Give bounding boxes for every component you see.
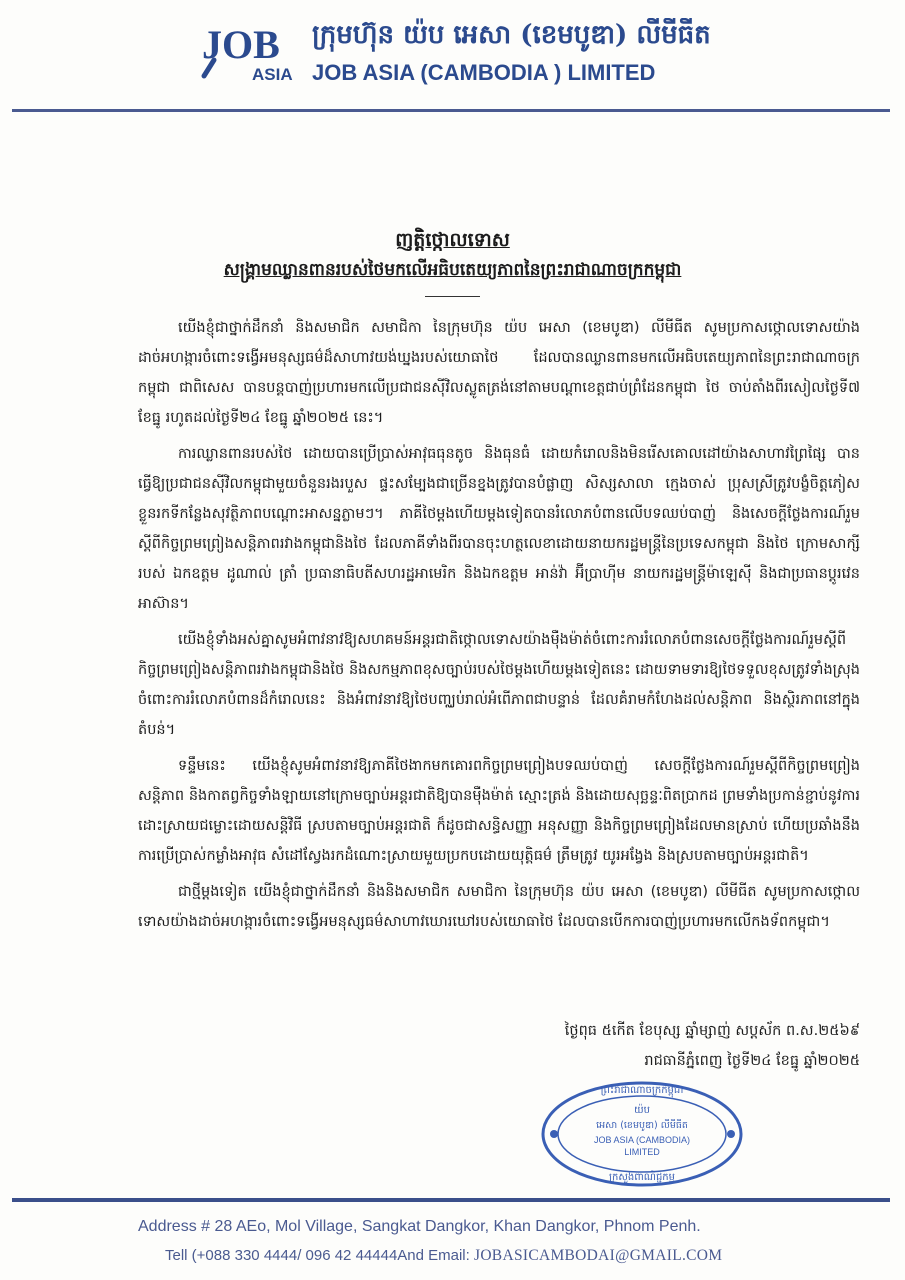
seal-english-line-2: LIMITED (624, 1147, 660, 1157)
seal-english-line-1: JOB ASIA (CAMBODIA) (593, 1135, 691, 1145)
footer-phone: Tell (+088 330 4444/ 096 42 44444And Email: (165, 1247, 474, 1264)
document-title: ញត្តិថ្កោលទោស (395, 229, 510, 251)
letterhead (0, 0, 905, 120)
logo-subtext: ASIA (252, 65, 293, 84)
solar-date: រាជធានីភ្នំពេញ ថ្ងៃទី២៤ ខែធ្នូ ឆ្នាំ២០២៥ (644, 1053, 860, 1069)
company-logo (200, 20, 300, 84)
paragraph-5: ជាថ្មីម្តងទៀត យើងខ្ញុំជាថ្នាក់ដឹកនាំ និងនិងសមាជិក សមាជិកា នៃក្រុមហ៊ុន យ៉ប អេសា (ខេមបូឌា) លីមីធីត សូមប្រកាសថ្កោលទោសយ៉ាងដាច់អហង្ការចំពោះទង្វើអមនុស្សធម៌សាហាវឃោរឃៅរបស់យោធាថៃ ដែលបានបើកការបាញ់ប្រហារមកលើកងទ័ពកម្ពុជា។ (138, 884, 860, 930)
footer-rule (12, 1198, 890, 1202)
seal-khmer-line-2: អេសា (ខេមបូឌា) លីមីធីត (596, 1120, 688, 1131)
paragraph-3: យើងខ្ញុំទាំងអស់គ្នាសូមអំពាវនាវឱ្យសហគមន៍អន្តរជាតិថ្កោលទោសយ៉ាងម៉ឺងម៉ាត់ចំពោះការរំលោភបំពានសេចក្តីថ្លែងការណ៍រួមស្តីពីកិច្ចព្រមព្រៀងសន្តិភាពរវាងកម្ពុជានិងថៃ និងសកម្មភាពខុសច្បាប់របស់ថៃម្តងហើយម្តងទៀតនេះ ដោយទាមទារឱ្យថៃទទួលខុសត្រូវទាំងស្រុងចំពោះការរំលោភបំពានដ៏កំរោលនេះ និងអំពាវនាវឱ្យថៃបញ្ឈប់រាល់អំពើភាពជាបន្ទាន់ ដែលគំរាមកំហែងដល់សន្តិភាព និងស្ថិរភាពនៅក្នុងតំបន់។ (138, 632, 860, 738)
seal-khmer-line-1: យ៉ប (634, 1105, 650, 1116)
letter-body (138, 313, 860, 943)
footer-address: Address # 28 AEo, Mol Village, Sangkat Dangkor, Khan Dangkor, Phnom Penh. (138, 1218, 701, 1235)
footer-email-link[interactable]: JOBASICAMBODAI@GMAIL.COM (473, 1247, 723, 1264)
logo-text: JOB (202, 22, 280, 67)
paragraph-4: ទន្ទឹមនេះ យើងខ្ញុំសូមអំពាវនាវឱ្យភាគីថៃងាកមកគោរពកិច្ចព្រមព្រៀងបទឈប់បាញ់ សេចក្តីថ្លែងការណ៍រួមស្តីពីកិច្ចព្រមព្រៀងសន្តិភាព និងកាតព្វកិច្ចទាំងឡាយនៅក្រោមច្បាប់អន្តរជាតិឱ្យបានម៉ឺងម៉ាត់ ស្មោះត្រង់ និងដោយសុច្ឆន្ទៈពិតប្រាកដ ព្រមទាំងប្រកាន់ខ្ជាប់នូវការដោះស្រាយជម្លោះដោយសន្តិវិធី ស្របតាមច្បាប់អន្តរជាតិ ក៏ដូចជាសន្ធិសញ្ញា អនុសញ្ញា និងកិច្ចព្រមព្រៀងដែលមានស្រាប់ ហើយប្រឆាំងនឹងការប្រើប្រាស់កម្លាំងអាវុធ សំដៅស្វែងរកដំណោះស្រាយមួយប្រកបដោយយុត្តិធម៌ ត្រឹមត្រូវ យូរអង្វែង និងស្របតាមច្បាប់អន្តរជាតិ។ (138, 758, 860, 864)
title-divider (425, 296, 480, 297)
paragraph-2: ការឈ្លានពានរបស់ថៃ ដោយបានប្រើប្រាស់អាវុធធុនតូច និងធុនធំ ដោយកំរោលនិងមិនរើសគោលដៅយ៉ាងសាហាវព្រៃផ្សៃ បានធ្វើឱ្យប្រជាជនស៊ីវិលកម្ពុជាមួយចំនួនរងរបួស ផ្ទះសម្បែងជាច្រើនខ្នងត្រូវបានបំផ្លាញ សិស្សសាលា ក្មេងចាស់ ប្រុសស្រីត្រូវបង្ខំចិត្តភៀសខ្លួនរកទីកន្លែងសុវត្ថិភាពបណ្តោះអាសន្នភ្លាមៗ។ ភាគីថៃម្តងហើយម្តងទៀតបានរំលោភបំពានលើបទឈប់បាញ់ និងសេចក្តីថ្លែងការណ៍រួមស្តីពីកិច្ចព្រមព្រៀងសន្តិភាពរវាងកម្ពុជានិងថៃ ដែលភាគីទាំងពីរបានចុះហត្ថលេខាដោយនាយករដ្ឋមន្ត្រីនៃប្រទេសកម្ពុជា និងថៃ ក្រោមសាក្សីរបស់ ឯកឧត្តម ដូណាល់ ត្រាំ ប្រធានាធិបតីសហរដ្ឋអាមេរិក និងឯកឧត្តម អាន់វ៉ា អ៊ីប្រាហ៊ីម នាយករដ្ឋមន្ត្រីម៉ាឡេស៊ី និងជាប្រធានប្តូរវេនអាស៊ាន។ (138, 446, 860, 612)
lunar-date: ថ្ងៃពុធ ៥កើត ខែបុស្ស ឆ្នាំម្សាញ់ សប្តស័ក ព.ស.២៥៦៩ (564, 1023, 860, 1039)
paragraph-1: យើងខ្ញុំជាថ្នាក់ដឹកនាំ និងសមាជិក សមាជិកា នៃក្រុមហ៊ុន យ៉ប អេសា (ខេមបូឌា) លីមីធីត សូមប្រកាសថ្កោលទោសយ៉ាងដាច់អហង្ការចំពោះទង្វើអមនុស្សធម៌ដ៏សាហាវយង់ឃ្នងរបស់យោធាថៃ ដែលបានឈ្លានពានមកលើអធិបតេយ្យភាពនៃព្រះរាជាណាចក្រកម្ពុជា ជាពិសេស បានបន្តបាញ់ប្រហារមកលើប្រជាជនស៊ីវិលស្លូតត្រង់នៅតាមបណ្តាខេត្តជាប់ព្រំដែនកម្ពុជា ថៃ ចាប់តាំងពីរសៀលថ្ងៃទី៧ ខែធ្នូ រហូតដល់ថ្ងៃទី២៤ ខែធ្នូ ឆ្នាំ២០២៥ នេះ។ (138, 320, 860, 426)
company-seal-stamp (540, 1080, 745, 1188)
date-block (440, 1016, 860, 1076)
company-name-english: JOB ASIA (CAMBODIA ) LIMITED (312, 60, 656, 85)
header-rule (12, 109, 890, 112)
document-subtitle: សង្គ្រាមឈ្លានពានរបស់ថៃមកលើអធិបតេយ្យភាពនៃព្រះរាជាណាចក្រកម្ពុជា (223, 260, 682, 280)
footer-contact (165, 1247, 885, 1265)
company-name-khmer: ក្រុមហ៊ុន យ៉ប អេសា (ខេមបូឌា) លីមីធីត (312, 20, 711, 50)
seal-bottom-text: ក្រសួងពាណិជ្ជកម្ម (609, 1172, 675, 1183)
seal-top-text: ព្រះរាជាណាចក្រកម្ពុជា (600, 1085, 684, 1096)
